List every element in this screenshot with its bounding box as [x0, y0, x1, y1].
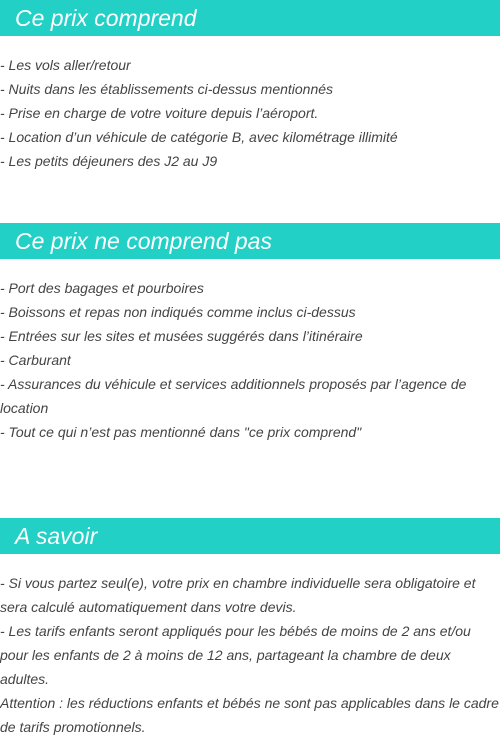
- list-item: - Si vous partez seul(e), votre prix en chambre individuelle sera obligatoire et sera calculé automatiquement dans votre devis.: [0, 575, 476, 615]
- list-item: - Les vols aller/retour: [0, 57, 131, 73]
- list-item: - Boissons et repas non indiqués comme inclus ci-dessus: [0, 304, 356, 320]
- included-list: [0, 53, 500, 173]
- list-item: - Nuits dans les établissements ci-dessus mentionnés: [0, 81, 334, 97]
- section-header-good-to-know: A savoir: [0, 518, 500, 554]
- list-item: - Port des bagages et pourboires: [0, 280, 204, 296]
- section-header-included: Ce prix comprend: [0, 0, 500, 36]
- list-item: - Entrées sur les sites et musées suggérés dans l’itinéraire: [0, 328, 363, 344]
- list-item: Attention : les réductions enfants et bébés ne sont pas applicables dans le cadre de tarifs promotionnels.: [0, 695, 499, 735]
- section-header-not-included: Ce prix ne comprend pas: [0, 223, 500, 259]
- list-item: - Assurances du véhicule et services additionnels proposés par l’agence de location: [0, 376, 467, 416]
- list-item: - Tout ce qui n’est pas mentionné dans "ce prix comprend": [0, 424, 362, 440]
- list-item: - Carburant: [0, 352, 71, 368]
- list-item: - Les tarifs enfants seront appliqués pour les bébés de moins de 2 ans et/ou pour les enfants de 2 à moins de 12 ans, partageant la chambre de deux adultes.: [0, 623, 471, 687]
- list-item: - Location d’un véhicule de catégorie B, avec kilométrage illimité: [0, 129, 398, 145]
- list-item: - Les petits déjeuners des J2 au J9: [0, 153, 218, 169]
- list-item: - Prise en charge de votre voiture depuis l’aéroport.: [0, 105, 319, 121]
- good-to-know-list: [0, 571, 500, 739]
- not-included-list: [0, 276, 500, 444]
